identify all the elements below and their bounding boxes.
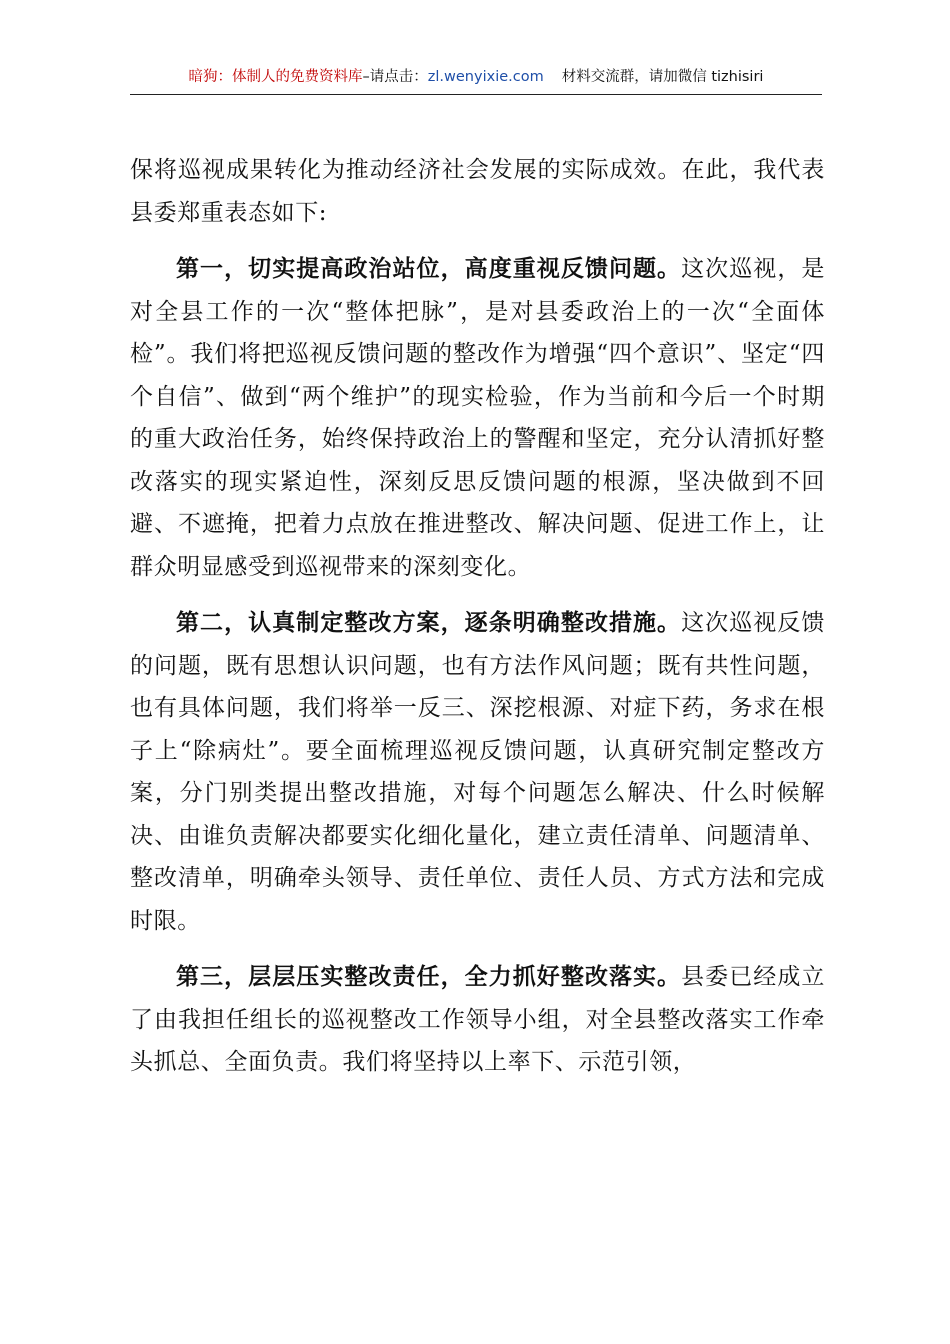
paragraph-third-point	[130, 956, 825, 1084]
document-body	[130, 149, 825, 1084]
paragraph-intro	[130, 149, 825, 234]
paragraph-second-point	[130, 602, 825, 942]
paragraph-text: 这次巡视，是对全县工作的一次“整体把脉”，是对县委政治上的一次“全面体检”。我们将把巡视反馈问题的整改作为增强“四个意识”、坚定“四个自信”、做到“两个维护”的现实检验，作为当前和今后一个时期的重大政治任务，始终保持政治上的警醒和坚定，充分认清抓好整改落实的现实紧迫性，深刻反思反馈问题的根源，坚决做到不回避、不遮掩，把着力点放在推进整改、解决问题、促进工作上，让群众明显感受到巡视带来的深刻变化。	[130, 256, 825, 580]
header-contact: 材料交流群，请加微信 tizhisiri	[561, 69, 764, 85]
paragraph-lead: 第二，认真制定整改方案，逐条明确整改措施。	[176, 610, 682, 636]
header-url-link[interactable]: zl.wenyixie.com	[427, 69, 544, 85]
page-header	[130, 66, 822, 95]
header-brand: 暗狗：体制人的免费资料库	[188, 69, 363, 85]
header-link-prefix: –请点击：	[362, 69, 428, 85]
paragraph-lead: 第一，切实提高政治站位，高度重视反馈问题。	[176, 256, 682, 282]
paragraph-text: 保将巡视成果转化为推动经济社会发展的实际成效。在此，我代表县委郑重表态如下:	[130, 157, 825, 226]
paragraph-first-point	[130, 248, 825, 588]
paragraph-text: 县委已经成立了由我担任组长的巡视整改工作领导小组，对全县整改落实工作牵头抓总、全面负责。我们将坚持以上率下、示范引领，	[130, 964, 825, 1075]
paragraph-lead: 第三，层层压实整改责任，全力抓好整改落实。	[176, 964, 682, 990]
paragraph-text: 这次巡视反馈的问题，既有思想认识问题，也有方法作风问题；既有共性问题，也有具体问题，我们将举一反三、深挖根源、对症下药，务求在根子上“除病灶”。要全面梳理巡视反馈问题，认真研究制定整改方案，分门别类提出整改措施，对每个问题怎么解决、什么时候解决、由谁负责解决都要实化细化量化，建立责任清单、问题清单、整改清单，明确牵头领导、责任单位、责任人员、方式方法和完成时限。	[130, 610, 825, 934]
